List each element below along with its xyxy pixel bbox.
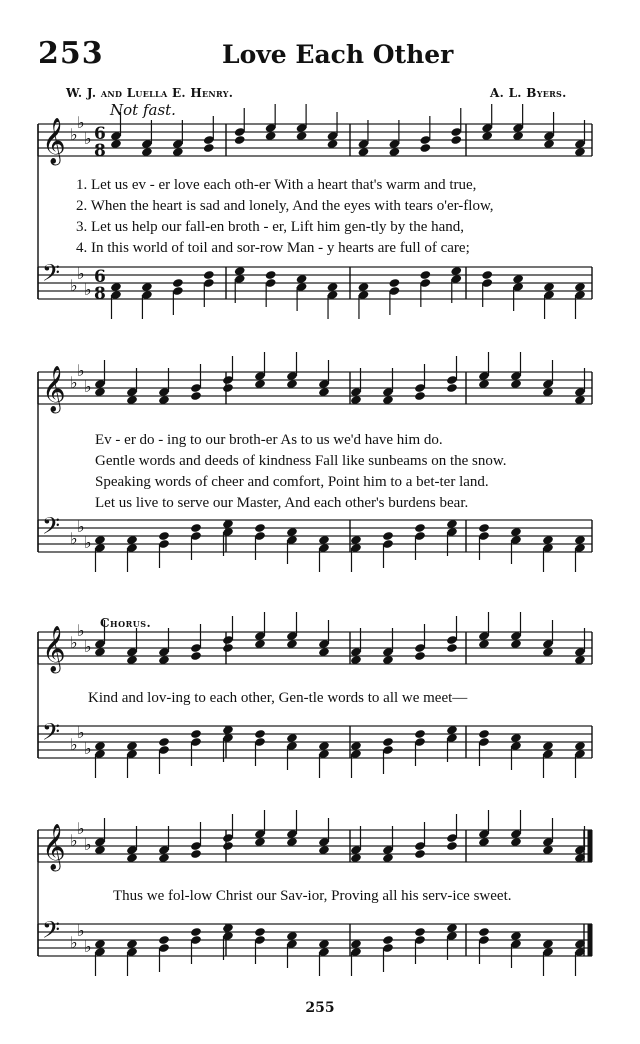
flat-sign-icon: ♭ [84,637,92,656]
treble-clef-icon: 𝄞 [42,366,66,412]
note-head [414,927,426,937]
note-head [419,143,431,153]
note-head [446,383,458,393]
music-credit: A. L. Byers. [490,86,567,100]
music-system-2 [0,360,640,580]
bass-clef-icon: 𝄢 [42,718,61,751]
verse-line: Let us live to serve our Master, And each other's burdens bear. [95,495,469,511]
note-head [254,523,266,533]
verse-line: 3. Let us help our fall-en broth - er, Lift him gen-tly by the hand, [76,219,465,235]
time-signature-icon: 6 [94,267,106,287]
flat-sign-icon: ♭ [77,361,85,380]
note-head [414,651,426,661]
note-head [158,737,170,747]
hymn-title: Love Each Other [222,40,454,69]
flat-sign-icon: ♭ [70,831,78,850]
note-head [190,391,202,401]
note-head [446,841,458,851]
chorus-label: Chorus. [100,616,152,630]
note-head [478,523,490,533]
flat-sign-icon: ♭ [84,937,92,956]
note-head [414,849,426,859]
note-head [190,849,202,859]
note-head [222,643,234,653]
time-signature-icon: 8 [94,284,106,304]
flat-sign-icon: ♭ [70,125,78,144]
note-head [414,391,426,401]
flat-sign-icon: ♭ [70,633,78,652]
note-head [414,523,426,533]
note-head [222,383,234,393]
treble-clef-icon: 𝄞 [42,626,66,672]
flat-sign-icon: ♭ [84,280,92,299]
treble-clef-icon: 𝄞 [42,824,66,870]
page-number: 255 [305,1000,335,1016]
note-head [254,927,266,937]
verse-line: 2. When the heart is sad and lonely, And the eyes with tears o'er-flow, [76,198,494,214]
treble-clef-icon: 𝄞 [42,118,66,164]
flat-sign-icon: ♭ [84,377,92,396]
note-head [222,841,234,851]
note-head [190,927,202,937]
time-signature-icon: 6 [94,124,106,144]
flat-sign-icon: ♭ [77,517,85,536]
flat-sign-icon: ♭ [77,723,85,742]
flat-sign-icon: ♭ [77,264,85,283]
note-head [382,737,394,747]
tempo-marking: Not fast. [110,101,176,119]
verse-line: Speaking words of cheer and comfort, Point him to a bet-ter land. [95,474,489,490]
note-head [382,531,394,541]
note-head [450,135,462,145]
note-head [203,270,215,280]
flat-sign-icon: ♭ [70,529,78,548]
flat-sign-icon: ♭ [77,621,85,640]
note-head [172,278,184,288]
hymn-number: 253 [38,36,104,71]
flat-sign-icon: ♭ [84,533,92,552]
verse-line: Ev - er do - ing to our broth-er As to us we'd have him do. [95,432,443,448]
note-head [234,135,246,145]
chorus-line: Kind and lov-ing to each other, Gen-tle words to all we meet— [88,690,468,706]
note-head [190,651,202,661]
bass-clef-icon: 𝄢 [42,512,61,545]
flat-sign-icon: ♭ [77,921,85,940]
flat-sign-icon: ♭ [84,835,92,854]
note-head [419,270,431,280]
verse-line: 1. Let us ev - er love each oth-er With a heart that's warm and true, [76,177,477,193]
note-head [265,270,277,280]
note-head [190,729,202,739]
flat-sign-icon: ♭ [70,373,78,392]
note-head [203,143,215,153]
note-head [414,729,426,739]
flat-sign-icon: ♭ [77,113,85,132]
time-signature-icon: 8 [94,141,106,161]
words-credit: W. J. and Luella E. Henry. [66,86,234,100]
verse-line: Gentle words and deeds of kindness Fall like sunbeams on the snow. [95,453,507,469]
bass-clef-icon: 𝄢 [42,916,61,949]
flat-sign-icon: ♭ [84,739,92,758]
note-head [388,278,400,288]
music-system-1 [0,112,640,324]
note-head [481,270,493,280]
final-line: Thus we fol-low Christ our Sav-ior, Proving all his serv-ice sweet. [113,888,512,904]
note-head [478,927,490,937]
note-head [478,729,490,739]
flat-sign-icon: ♭ [70,735,78,754]
note-head [158,531,170,541]
verse-line: 4. In this world of toil and sor-row Man - y hearts are full of care; [76,240,470,256]
note-head [446,643,458,653]
flat-sign-icon: ♭ [84,129,92,148]
note-head [254,729,266,739]
note-head [382,935,394,945]
flat-sign-icon: ♭ [70,933,78,952]
note-head [190,523,202,533]
bass-clef-icon: 𝄢 [42,259,61,292]
flat-sign-icon: ♭ [77,819,85,838]
note-head [158,935,170,945]
flat-sign-icon: ♭ [70,276,78,295]
